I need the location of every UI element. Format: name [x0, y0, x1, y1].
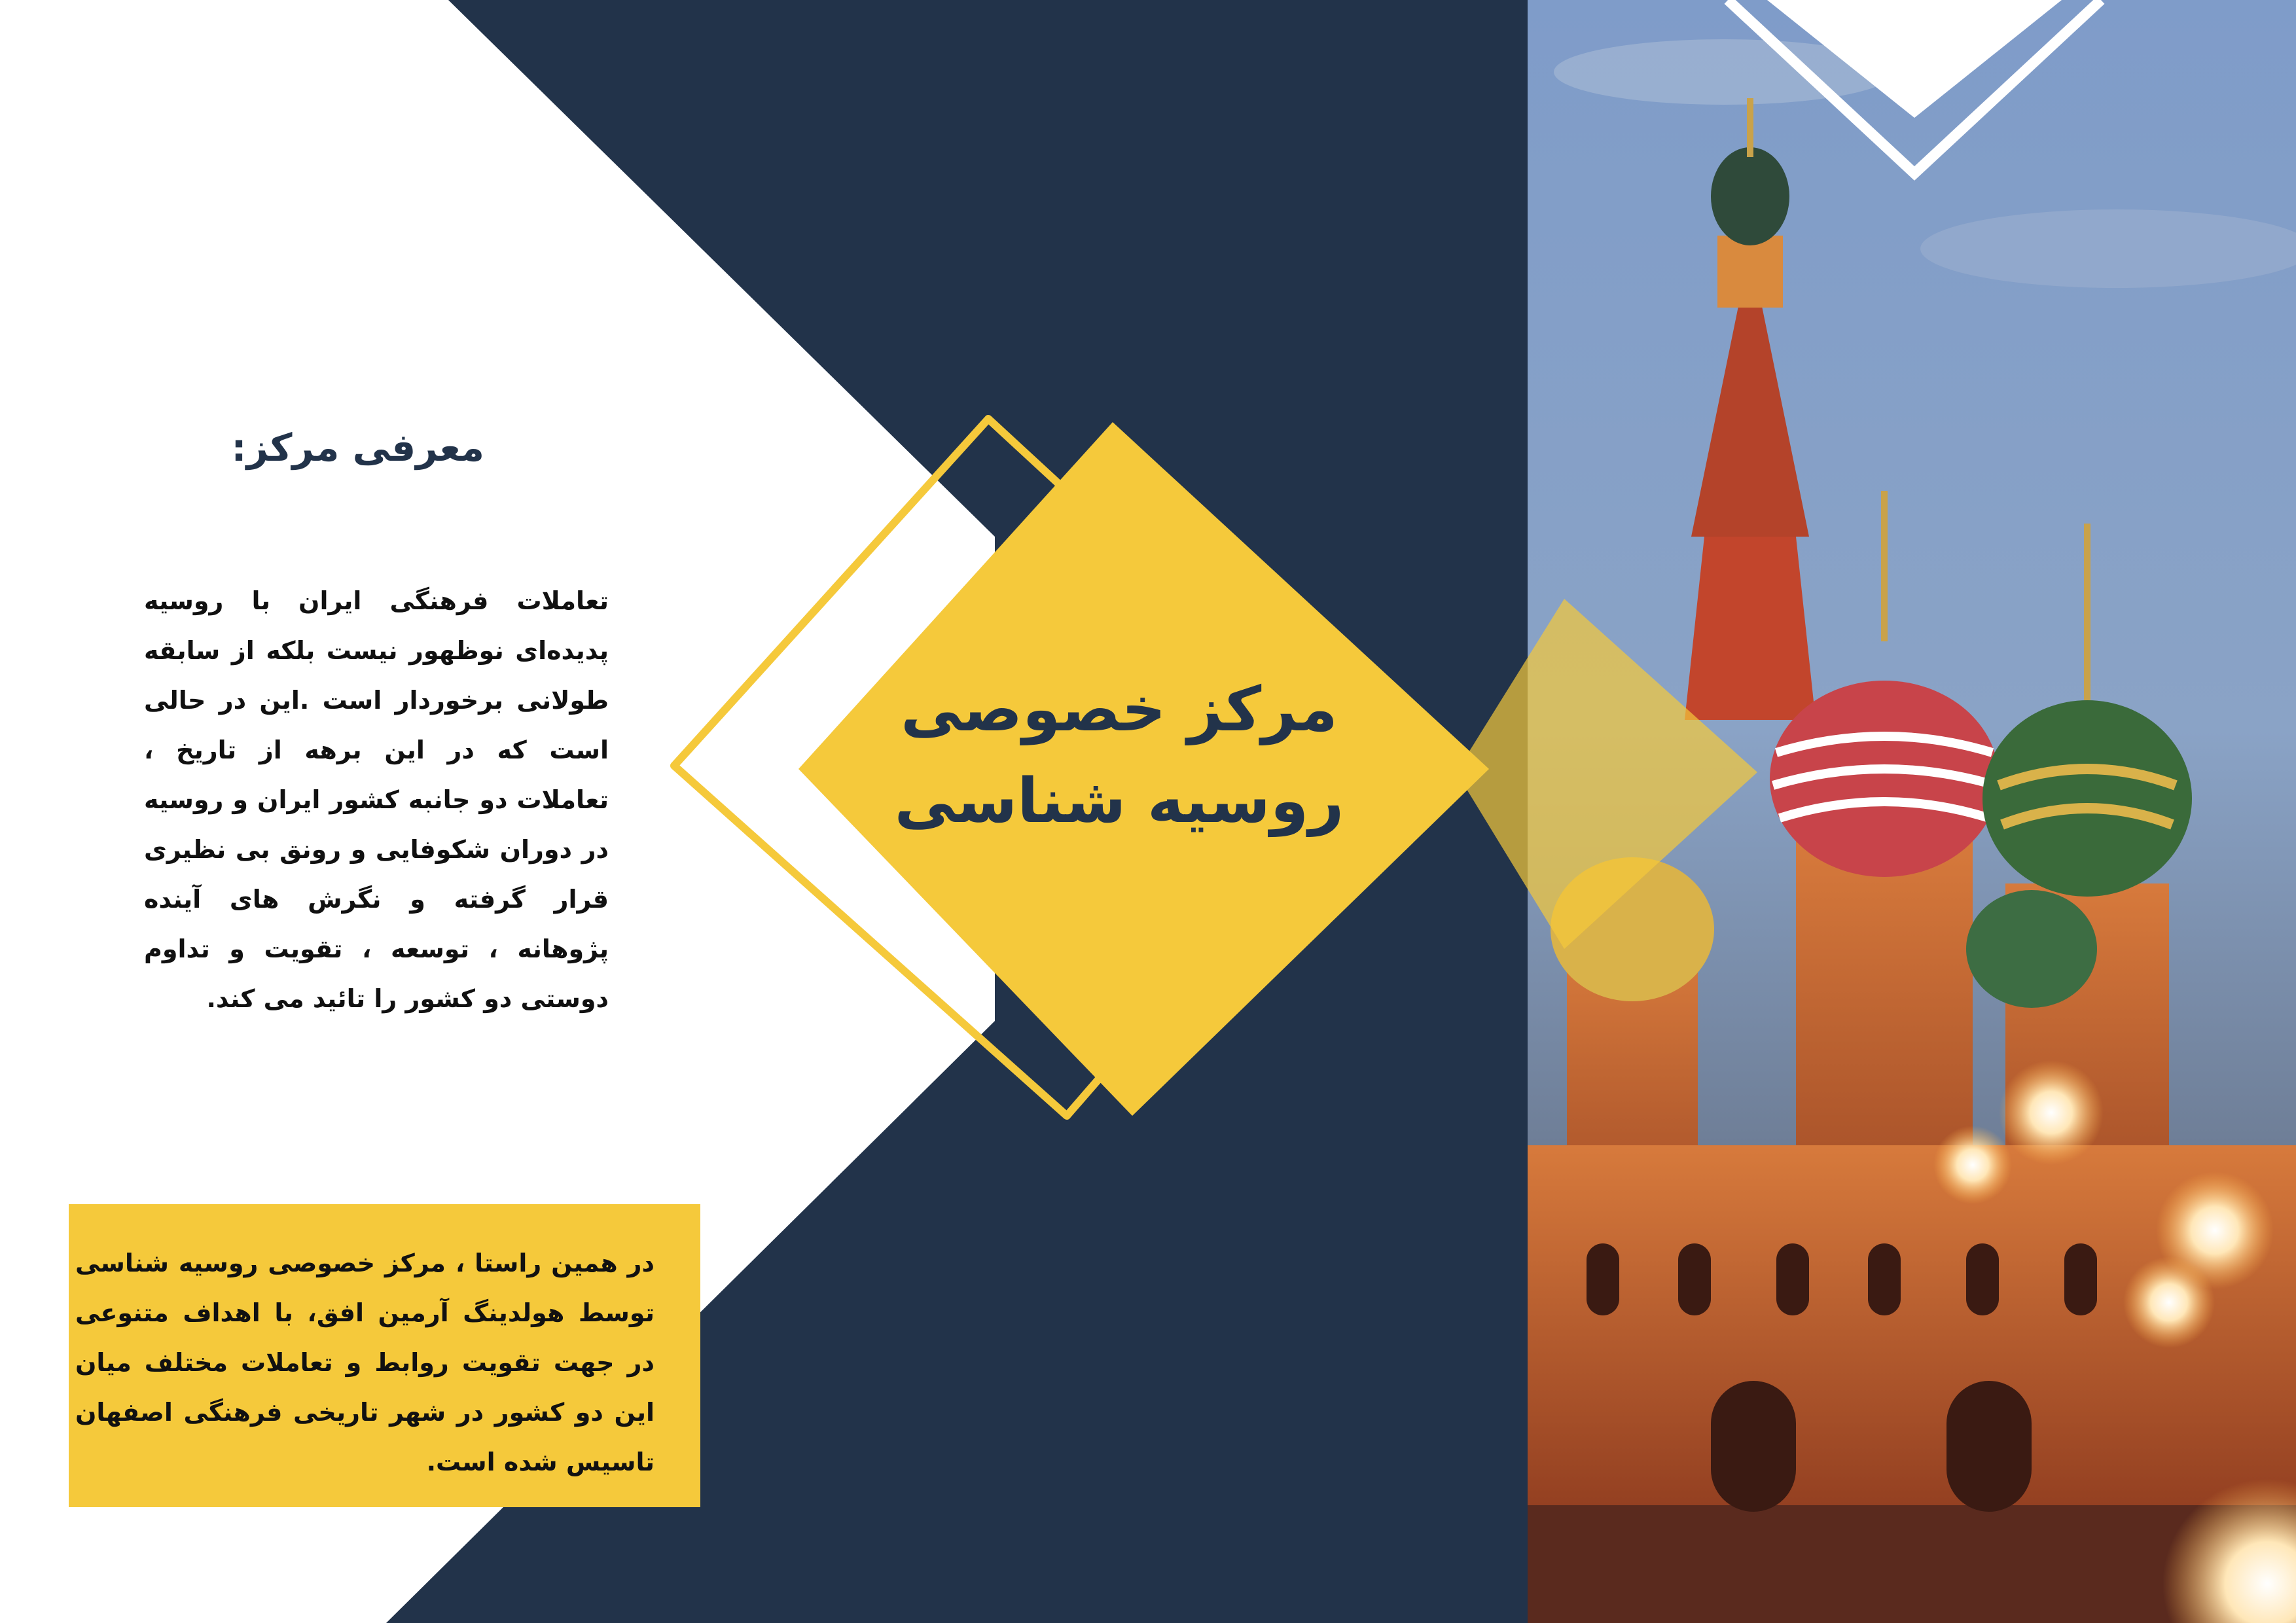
intro-heading: معرفی مرکز:: [231, 425, 484, 470]
chevron-fill: [1767, 0, 2062, 118]
title-line-2: روسیه شناسی: [894, 766, 1344, 837]
highlight-paragraph: در همین راستا ، مرکز خصوصی روسیه شناسی توسط هولدینگ آرمین افق، با اهداف متنوعی در جهت تقویت روابط و تعاملات مختلف میان این دو کشور در شهر تاریخی فرهنگی اصفهان تاسیس شده است.: [75, 1249, 655, 1476]
title-line-1: مرکز خصوصی: [901, 674, 1338, 745]
center-title: [838, 664, 1401, 847]
intro-paragraph: تعاملات فرهنگی ایران با روسیه پدیده‌ای نوظهور نیست بلکه از سابقه طولانی برخوردار است .این در حالی است که در این برهه از تاریخ ، تعاملات دو جانبه کشور ایران و روسیه در دوران شکوفایی و رونق بی نظیری قرار گرفته و نگرش های آینده پژوهانه ، توسعه ، تقویت و تداوم دوستی دو کشور را تائید می کند.: [144, 586, 609, 1013]
translucent-diamond: [1456, 599, 1757, 949]
